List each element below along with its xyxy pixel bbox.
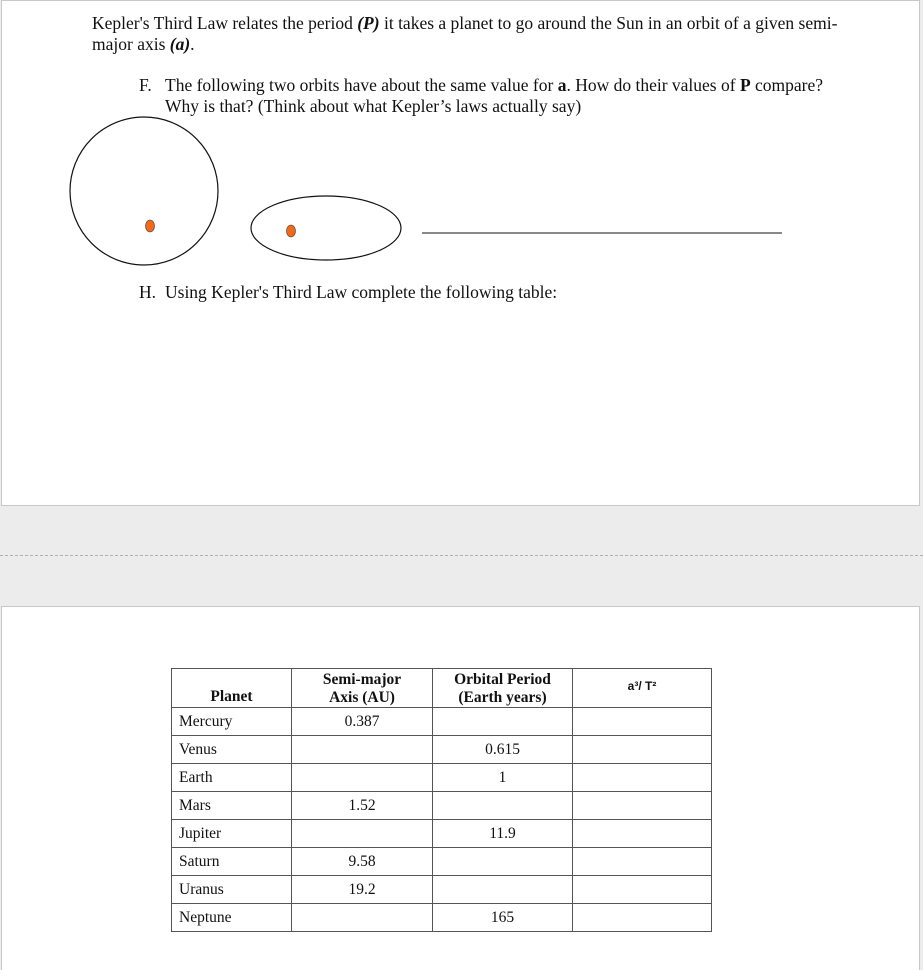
question-f-p-symbol: P: [739, 75, 751, 95]
cell-planet: Earth: [172, 764, 292, 792]
table-row: [172, 820, 712, 848]
cell-ratio: [573, 904, 712, 932]
header-ratio: a³/ T²: [573, 669, 712, 708]
cell-semi-major-axis: 1.52: [292, 792, 433, 820]
cell-planet: Venus: [172, 736, 292, 764]
cell-orbital-period: [433, 792, 573, 820]
cell-planet: Uranus: [172, 876, 292, 904]
table-row: [172, 764, 712, 792]
cell-orbital-period: [433, 848, 573, 876]
page-break-divider: [0, 555, 923, 556]
cell-ratio: [573, 736, 712, 764]
cell-semi-major-axis: [292, 764, 433, 792]
header-axis-line1: Semi-major: [322, 671, 402, 688]
worksheet-page-1: [1, 0, 920, 506]
header-period-line2: (Earth years): [458, 689, 547, 706]
kepler-table: [171, 668, 712, 932]
cell-ratio: [573, 820, 712, 848]
sun-dot-circular-orbit: [146, 220, 155, 232]
cell-planet: Saturn: [172, 848, 292, 876]
cell-orbital-period: 165: [433, 904, 573, 932]
header-period-line1: Orbital Period: [454, 671, 551, 688]
question-f-text-2: Why is that? (Think about what Kepler’s laws actually say): [165, 96, 582, 116]
cell-planet: Jupiter: [172, 820, 292, 848]
table-header-row: [172, 669, 712, 708]
cell-orbital-period: 1: [433, 764, 573, 792]
cell-orbital-period: [433, 876, 573, 904]
table-row: [172, 736, 712, 764]
cell-semi-major-axis: [292, 820, 433, 848]
cell-semi-major-axis: [292, 904, 433, 932]
sun-dot-elliptical-orbit: [287, 225, 296, 237]
cell-ratio: [573, 708, 712, 736]
cell-orbital-period: 11.9: [433, 820, 573, 848]
cell-orbital-period: [433, 708, 573, 736]
intro-a-symbol: (a): [169, 34, 191, 54]
table-row: [172, 904, 712, 932]
cell-semi-major-axis: [292, 736, 433, 764]
question-f-a-symbol: a: [557, 75, 567, 95]
question-f-text-1b: . How do their values of: [566, 75, 740, 95]
header-planet: Planet: [172, 669, 292, 708]
table-row: [172, 876, 712, 904]
elliptical-orbit: [251, 196, 401, 260]
cell-planet: Mars: [172, 792, 292, 820]
intro-part3: .: [190, 34, 195, 54]
cell-semi-major-axis: 0.387: [292, 708, 433, 736]
orbit-diagram: [2, 1, 921, 301]
question-h: [139, 282, 859, 303]
cell-ratio: [573, 764, 712, 792]
cell-orbital-period: 0.615: [433, 736, 573, 764]
table-row: [172, 848, 712, 876]
question-f-text-1a: The following two orbits have about the same value for: [165, 75, 558, 95]
header-axis-line2: Axis (AU): [329, 689, 395, 706]
cell-planet: Mercury: [172, 708, 292, 736]
cell-semi-major-axis: 19.2: [292, 876, 433, 904]
question-h-text: Using Kepler's Third Law complete the following table:: [165, 282, 558, 302]
header-orbital-period: [433, 669, 573, 708]
cell-ratio: [573, 792, 712, 820]
header-semi-major-axis: [292, 669, 433, 708]
cell-planet: Neptune: [172, 904, 292, 932]
cell-ratio: [573, 876, 712, 904]
intro-p-symbol: (P): [357, 13, 380, 33]
intro-part2: it takes a planet to go around the Sun in an orbit of a given semi-major axis: [92, 13, 838, 54]
cell-semi-major-axis: 9.58: [292, 848, 433, 876]
table-row: [172, 708, 712, 736]
table-row: [172, 792, 712, 820]
question-h-label: H.: [139, 282, 157, 302]
worksheet-page-2: [1, 606, 920, 970]
circular-orbit: [70, 117, 218, 265]
question-f-text-1c: compare?: [750, 75, 824, 95]
intro-part1: Kepler's Third Law relates the period: [92, 13, 358, 33]
question-f-label: F.: [139, 75, 152, 95]
cell-ratio: [573, 848, 712, 876]
